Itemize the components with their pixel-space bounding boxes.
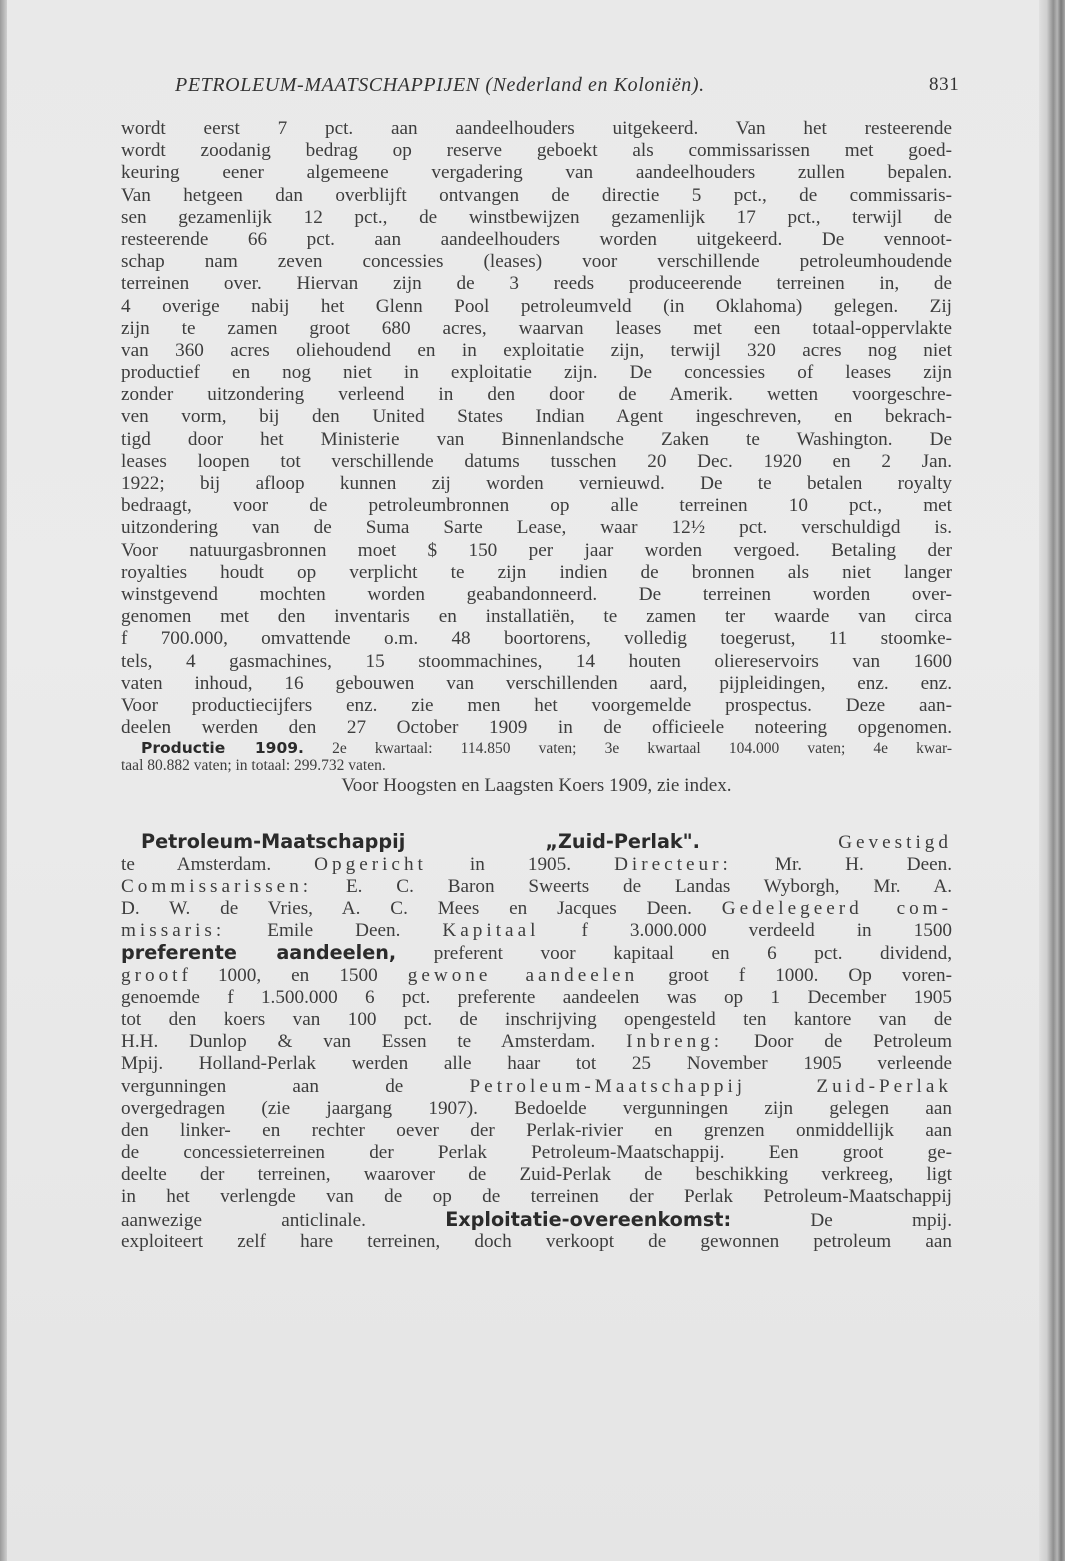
production-label: Productie 1909. [141, 739, 304, 758]
exploitation-agreement-heading: Exploitatie-overeenkomst: [445, 1207, 732, 1231]
field-label-gevestigd: Gevestigd [838, 832, 952, 854]
text-line: de concessieterreinen der Perlak Petroleum-Maatschappij. Een groot ge- [121, 1142, 952, 1164]
field-label-commissarissen: Commissarissen: [121, 875, 313, 897]
text-line: tot den koers van 100 pct. de inschrijving opengesteld ten kantore van de [121, 1008, 952, 1030]
text-line: den linker- en rechter oever der Perlak-rivier en grenzen onmiddellijk aan [121, 1119, 952, 1141]
share-value: f 1000, en 1500 [181, 964, 378, 986]
text-line: Van hetgeen dan overblijft ontvangen de directie 5 pct., de commissaris- [121, 184, 952, 206]
field-label-directeur: Directeur: [614, 853, 732, 875]
text-line: genoemde f 1.500.000 6 pct. preferente aandeelen was op 1 December 1905 [121, 986, 952, 1008]
text-line: deelen werden den 27 October 1909 in de officieele noteering opgenomen. [121, 717, 952, 739]
text-line: resteerende 66 pct. aan aandeelhouders worden uitgekeerd. De vennoot- [121, 228, 952, 250]
text-fragment: vergunningen aan de [121, 1075, 404, 1097]
commissioners-value-cont: D. W. de Vries, A. C. Mees en Jacques Deen. [121, 898, 692, 919]
text-line: deelte der terreinen, waarover de Zuid-Perlak de beschikking verkreeg, ligt [121, 1164, 952, 1186]
text-line: van 360 acres oliehoudend en in exploitatie zijn, terwijl 320 acres nog niet [121, 339, 952, 361]
text-line: overgedragen (zie jaargang 1907). Bedoelde vergunningen zijn gelegen aan [121, 1097, 952, 1119]
text-line: sen gezamenlijk 12 pct., de winstbewijzen gezamenlijk 17 pct., terwijl de [121, 206, 952, 228]
field-label-kapitaal: Kapitaal [442, 920, 540, 942]
founded-value: in 1905. [469, 853, 572, 875]
entry-zuid-perlak [121, 831, 952, 1253]
koers-index-note: Voor Hoogsten en Laagsten Koers 1909, zie index. [341, 775, 732, 797]
text-line [121, 1209, 952, 1231]
text-line [121, 1076, 952, 1098]
capital-value: f 3.000.000 verdeeld in 1500 [581, 920, 953, 942]
company-name-heading: Petroleum-Maatschappij „Zuid-Perlak". [141, 830, 700, 854]
production-total-line: taal 80.882 vaten; in totaal: 299.732 vaten. [121, 757, 386, 775]
text-line: genomen met den inventaris en installatiën, te zamen ter waarde van circa [121, 606, 952, 628]
delegate-value: Emile Deen. [267, 920, 401, 942]
field-label-groot: groot [121, 964, 182, 986]
text-line: keuring eener algemeene vergadering van aandeelhouders zullen bepalen. [121, 162, 952, 184]
text-line: terreinen over. Hiervan zijn de 3 reeds produceerende terreinen in, de [121, 273, 952, 295]
text-line: vaten inhoud, 16 gebouwen van verschillenden aard, pijpleidingen, enz. enz. [121, 672, 952, 694]
text-line: ven vorm, bij den United States Indian Agent ingeschreven, en bekrach- [121, 406, 952, 428]
text-line: Voor natuurgasbronnen moet $ 150 per jaar worden vergoed. Betaling der [121, 539, 952, 561]
production-quarterly-figures: 2e kwartaal: 114.850 vaten; 3e kwartaal 104.000 vaten; 4e kwar- [332, 740, 953, 758]
field-label-opgericht: Opgericht [314, 853, 427, 875]
text-line [121, 920, 952, 942]
field-label-gedelegeerd: Gedelegeerd com- [721, 898, 952, 919]
text-line: leases loopen tot verschillende datums tusschen 20 Dec. 1920 en 2 Jan. [121, 450, 952, 472]
text-line: wordt eerst 7 pct. aan aandeelhouders uitgekeerd. Van het resteerende [121, 118, 952, 139]
text-line: productief en nog niet in exploitatie zijn. De concessies of leases zijn [121, 362, 952, 384]
field-label-inbreng: Inbreng: [626, 1031, 724, 1053]
text-fragment: De mpij. [810, 1209, 953, 1231]
preferred-shares-desc: preferent voor kapitaal en 6 pct. dividend, [433, 943, 953, 965]
director-value: Mr. H. Deen. [774, 853, 953, 875]
text-line: tels, 4 gasmachines, 15 stoommachines, 14 houten oliereservoirs van 1600 [121, 650, 952, 672]
text-line: 1922; bij afloop kunnen zij worden vernieuwd. De te betalen royalty [121, 473, 952, 494]
text-line: exploiteert zelf hare terreinen, doch verkoopt de gewonnen petroleum aan [121, 1230, 952, 1252]
text-line: zijn te zamen groot 680 acres, waarvan leases met een totaal-oppervlakte [121, 317, 952, 339]
text-line: winstgevend mochten worden geabandonneerd. De terreinen worden over- [121, 583, 952, 605]
text-line: wordt zoodanig bedrag op reserve geboekt als commissarissen met goed- [121, 140, 952, 162]
commissioners-value: E. C. Baron Sweerts de Landas Wyborgh, Mr. A. [345, 875, 952, 897]
text-line: bedraagt, voor de petroleumbronnen op alle terreinen 10 pct., met [121, 495, 952, 517]
contribution-desc: Door de Petroleum [753, 1031, 953, 1053]
text-line: 4 overige nabij het Glenn Pool petroleumveld (in Oklahoma) gelegen. Zij [121, 295, 952, 317]
text-line [121, 898, 952, 920]
page-binding-shadow-right [1039, 0, 1065, 1561]
location-value: te Amsterdam. [121, 853, 272, 875]
text-fragment: aanwezige anticlinale. [121, 1209, 366, 1231]
running-title: PETROLEUM-MAATSCHAPPIJEN (Nederland en Koloniën). [175, 74, 705, 96]
text-line [121, 942, 952, 964]
body-text [121, 118, 952, 1253]
text-line: zonder uitzondering verleend in den door de Amerik. wetten voorgeschre- [121, 384, 952, 406]
text-line: uitzondering van de Suma Sarte Lease, waar 12½ pct. verschuldigd is. [121, 517, 952, 539]
field-label-missaris: missaris: [121, 920, 226, 942]
running-header [175, 74, 960, 97]
production-note [121, 739, 952, 797]
field-label-gewone-aandeelen: gewone aandeelen [407, 964, 639, 986]
company-name-spaced: Petroleum-Maatschappij Zuid-Perlak [469, 1075, 952, 1097]
page-binding-shadow-left [0, 0, 7, 1561]
text-line: royalties houdt op verplicht te zijn indien de bronnen als niet langer [121, 561, 952, 583]
text-line: Mpij. Holland-Perlak werden alle haar tot 25 November 1905 verleende [121, 1053, 952, 1075]
text-line: schap nam zeven concessies (leases) voor verschillende petroleumhoudende [121, 251, 952, 273]
preferred-shares-heading: preferente aandeelen, [121, 941, 397, 965]
text-line [121, 831, 952, 853]
text-line: f 700.000, omvattende o.m. 48 boortorens, volledig toegerust, 11 stoomke- [121, 628, 952, 650]
section-spacer [121, 797, 952, 831]
page-number: 831 [929, 74, 960, 95]
paragraph-company-continued [121, 118, 952, 739]
production-line [121, 739, 952, 757]
text-line [121, 1031, 952, 1053]
subscription-office: H.H. Dunlop & van Essen te Amsterdam. [121, 1031, 596, 1053]
text-line: in het verlengde van de op de terreinen der Perlak Petroleum-Maatschappij [121, 1186, 952, 1208]
text-line [121, 965, 952, 987]
text-line: Voor productiecijfers enz. zie men het voorgemelde prospectus. Deze aan- [121, 694, 952, 716]
share-value-cont: groot f 1000. Op voren- [668, 964, 952, 986]
text-line [121, 854, 952, 876]
text-line [121, 876, 952, 898]
text-line: tigd door het Ministerie van Binnenlandsche Zaken te Washington. De [121, 428, 952, 450]
